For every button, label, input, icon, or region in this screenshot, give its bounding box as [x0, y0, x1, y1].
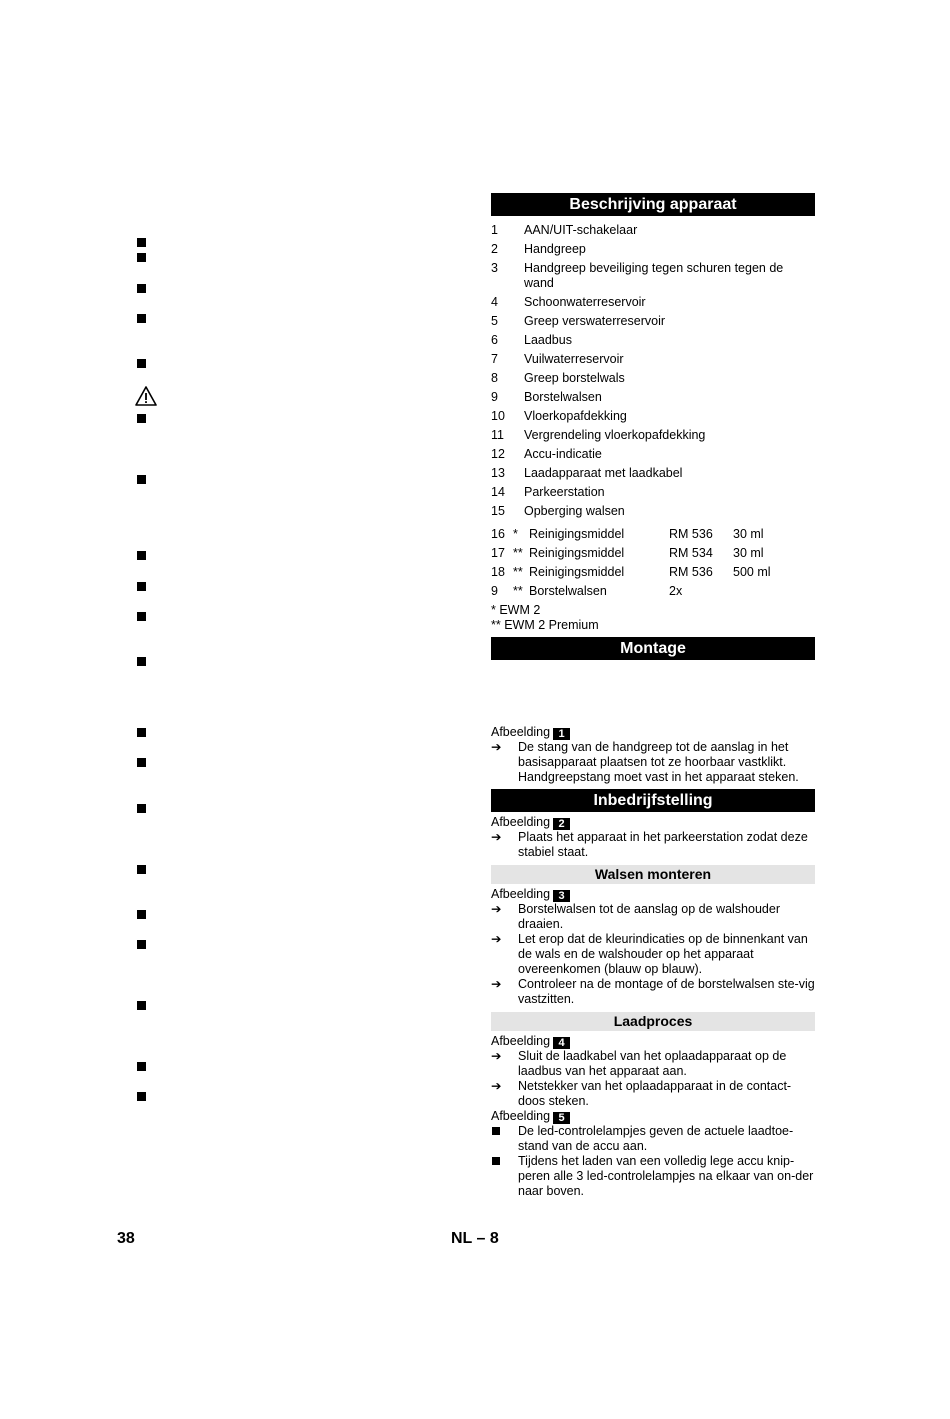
- figure-reference: Afbeelding 4: [491, 1034, 815, 1049]
- bullet-marker: [137, 238, 146, 247]
- arrow-right-icon: ➔: [491, 1049, 502, 1063]
- bullet-marker: [137, 284, 146, 293]
- list-item: 4 Schoonwaterreservoir: [491, 295, 646, 309]
- bullet-item: Tijdens het laden van een volledig lege accu knip-peren alle 3 led-controlelampjes na elkaar van on-der naar boven.: [491, 1154, 815, 1199]
- bullet-marker: [137, 582, 146, 591]
- footnote: * EWM 2: [491, 603, 541, 617]
- list-item: 13 Laadapparaat met laadkabel: [491, 466, 683, 480]
- bullet-marker: [137, 612, 146, 621]
- bullet-marker: [137, 1092, 146, 1101]
- subsection-heading: Laadproces: [491, 1012, 815, 1031]
- arrow-right-icon: ➔: [491, 902, 502, 916]
- bullet-item: De led-controlelampjes geven de actuele laadtoe-stand van de accu aan.: [491, 1124, 815, 1154]
- section-page-number: NL – 8: [451, 1230, 499, 1247]
- instruction-step: ➔ Plaats het apparaat in het parkeerstation zodat deze stabiel staat.: [491, 830, 808, 859]
- bullet-marker: [137, 940, 146, 949]
- list-item: 12 Accu-indicatie: [491, 447, 602, 461]
- list-item: 14 Parkeerstation: [491, 485, 605, 499]
- bullet-marker: [137, 657, 146, 666]
- figure-number-badge: 5: [553, 1112, 570, 1124]
- montage-section: [491, 637, 815, 660]
- instruction-step: ➔ Netstekker van het oplaadapparaat in de contact-doos steken.: [491, 1079, 792, 1108]
- bullet-marker: [137, 758, 146, 767]
- list-item: 3 Handgreep beveiliging tegen schuren tegen de wand: [491, 261, 784, 290]
- list-item: 9 Borstelwalsen: [491, 390, 602, 404]
- walsen-section: [491, 865, 815, 1007]
- figure-number-badge: 2: [553, 818, 570, 830]
- arrow-right-icon: ➔: [491, 740, 502, 754]
- list-item: 11 Vergrendeling vloerkopafdekking: [491, 428, 706, 442]
- montage-body: [491, 725, 815, 785]
- bullet-marker: [137, 475, 146, 484]
- arrow-right-icon: ➔: [491, 932, 502, 946]
- list-item: 6 Laadbus: [491, 333, 572, 347]
- bullet-marker: [137, 728, 146, 737]
- table-row: 16 * Reinigingsmiddel RM 536 30 ml: [491, 527, 764, 541]
- bullet-marker: [137, 804, 146, 813]
- bullet-marker: [137, 359, 146, 368]
- bullet-marker: [137, 1062, 146, 1071]
- page-number: 38: [117, 1230, 135, 1247]
- parts-list: [491, 221, 815, 521]
- laadproces-section: [491, 1012, 815, 1199]
- warning-triangle-icon: [135, 386, 157, 406]
- list-item: 5 Greep verswaterreservoir: [491, 314, 666, 328]
- bullet-marker: [137, 253, 146, 262]
- bullet-square-icon: [491, 1154, 518, 1199]
- instruction-step: ➔ De stang van de handgreep tot de aanslag in het basisapparaat plaatsen tot ze hoorbaar vastklikt. Handgreepstang moet vast in het apparaat steken.: [491, 740, 799, 784]
- table-row: 18 ** Reinigingsmiddel RM 536 500 ml: [491, 565, 771, 579]
- table-row: 9 ** Borstelwalsen 2x: [491, 584, 683, 598]
- arrow-right-icon: ➔: [491, 1079, 502, 1093]
- bullet-marker: [137, 1001, 146, 1010]
- bullet-marker: [137, 910, 146, 919]
- instruction-step: ➔ Borstelwalsen tot de aanslag op de walshouder draaien.: [491, 902, 780, 931]
- bullet-marker: [137, 551, 146, 560]
- section-heading: Beschrijving apparaat: [491, 193, 815, 216]
- figure-reference: Afbeelding 5: [491, 1109, 815, 1124]
- figure-number-badge: 1: [553, 728, 570, 740]
- subsection-heading: Walsen monteren: [491, 865, 815, 884]
- instruction-step: ➔ Controleer na de montage of de borstelwalsen ste-vig vastzitten.: [491, 977, 815, 1006]
- accessories-table: [491, 525, 815, 601]
- bullet-marker: [137, 414, 146, 423]
- figure-number-badge: 4: [553, 1037, 570, 1049]
- footnote: ** EWM 2 Premium: [491, 618, 599, 632]
- inbedrijfstelling-section: [491, 789, 815, 860]
- figure-number-badge: 3: [553, 890, 570, 902]
- section-heading: Montage: [491, 637, 815, 660]
- list-item: 8 Greep borstelwals: [491, 371, 625, 385]
- bullet-square-icon: [491, 1124, 518, 1154]
- bullet-marker: [137, 314, 146, 323]
- table-row: 17 ** Reinigingsmiddel RM 534 30 ml: [491, 546, 764, 560]
- arrow-right-icon: ➔: [491, 977, 502, 991]
- list-item: 1 AAN/UIT-schakelaar: [491, 223, 638, 237]
- instruction-step: ➔ Let erop dat de kleurindicaties op de binnenkant van de wals en de walshouder op het apparaat overeenkomen (blauw op blauw).: [491, 932, 808, 976]
- list-item: 2 Handgreep: [491, 242, 586, 256]
- list-item: 7 Vuilwaterreservoir: [491, 352, 624, 366]
- bullet-marker: [137, 865, 146, 874]
- figure-reference: Afbeelding 3: [491, 887, 815, 902]
- figure-reference: Afbeelding 1: [491, 725, 815, 740]
- list-item: 10 Vloerkopafdekking: [491, 409, 627, 423]
- description-section: [491, 193, 815, 633]
- arrow-right-icon: ➔: [491, 830, 502, 844]
- figure-reference: Afbeelding 2: [491, 815, 815, 830]
- section-heading: Inbedrijfstelling: [491, 789, 815, 812]
- instruction-step: ➔ Sluit de laadkabel van het oplaadapparaat op de laadbus van het apparaat aan.: [491, 1049, 787, 1078]
- list-item: 15 Opberging walsen: [491, 504, 625, 518]
